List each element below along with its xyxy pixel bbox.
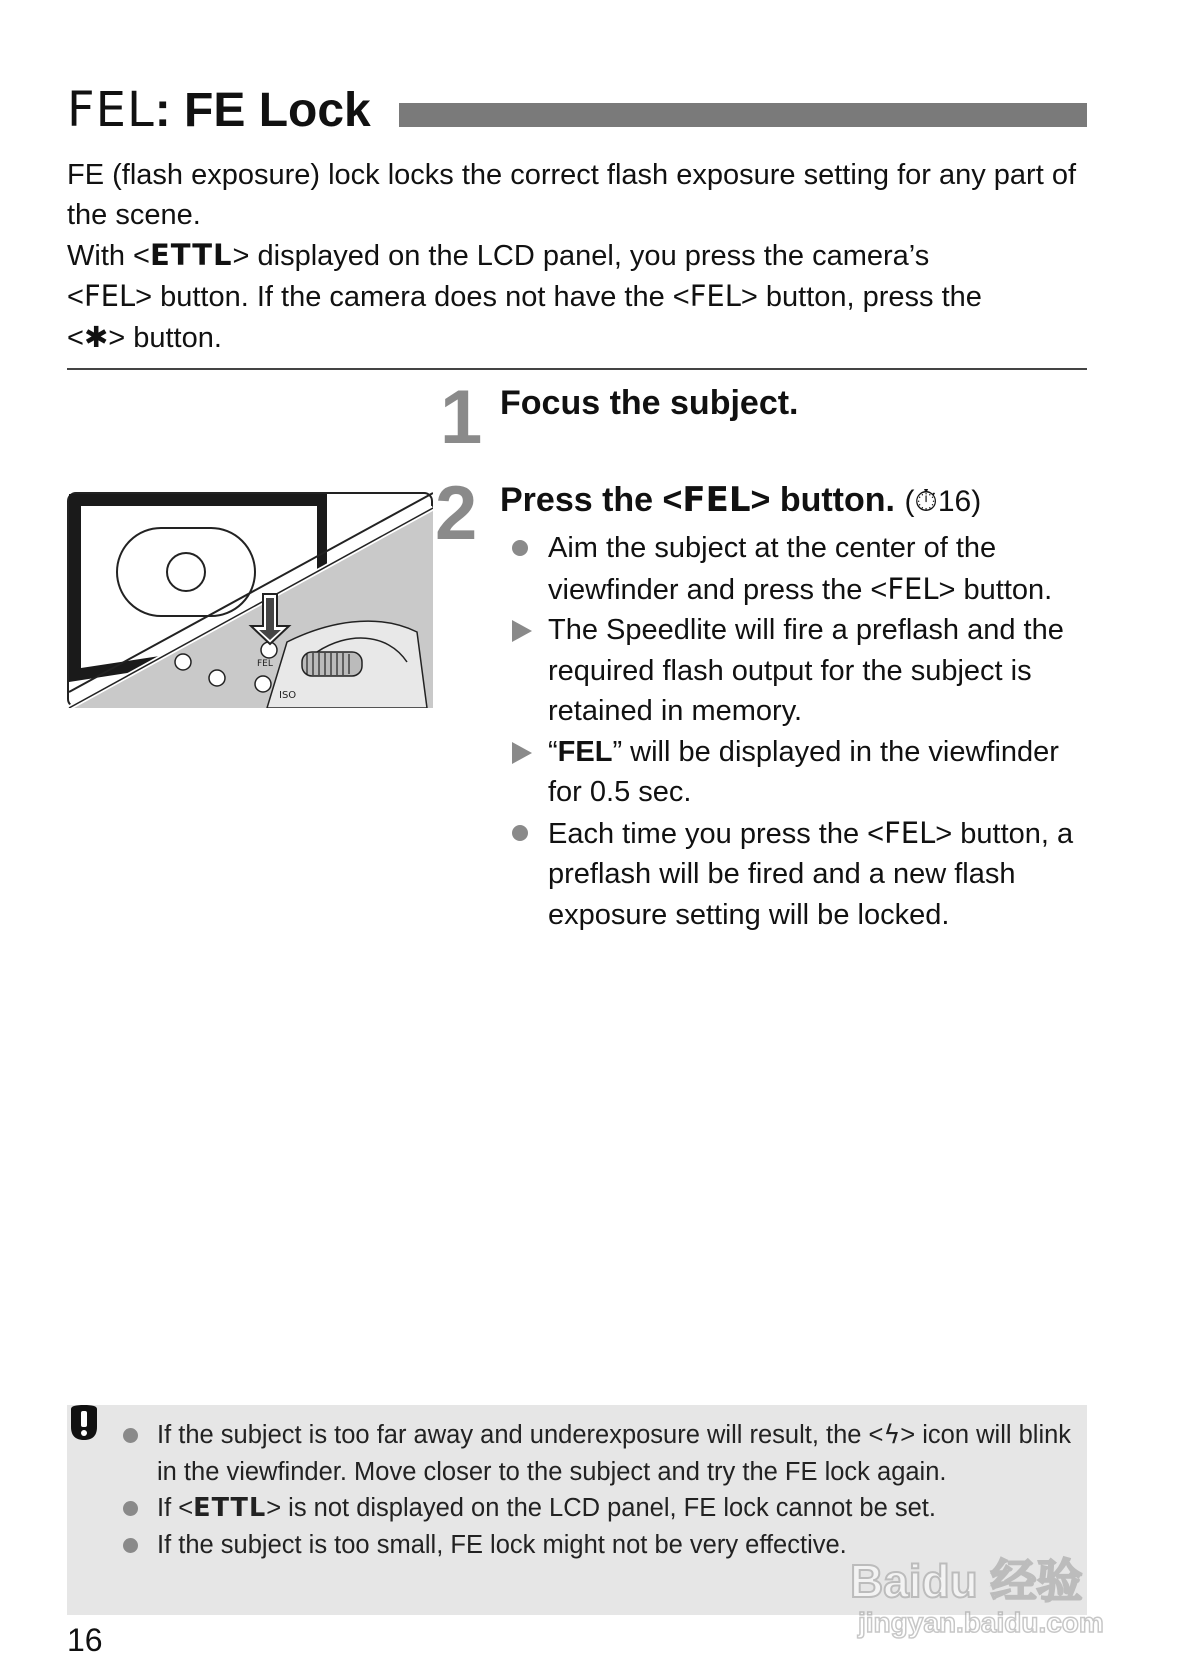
watermark xyxy=(850,1545,1130,1655)
result-triangle-icon xyxy=(512,742,532,764)
camera-illustration xyxy=(67,492,433,708)
fel-symbol: FEL xyxy=(689,279,741,313)
fel-symbol: FEL xyxy=(67,82,155,138)
fel-symbol: FEL xyxy=(83,279,136,313)
flash-icon: ϟ xyxy=(883,1420,901,1450)
list-item: “FEL” will be displayed in the viewfinder for 0.5 sec. xyxy=(508,732,1088,813)
caution-icon xyxy=(67,1405,101,1441)
list-item: Each time you press the <FEL> button, a preflash will be fired and a new flash exposure setting will be locked. xyxy=(508,813,1088,936)
watermark-url: jingyan.baidu.com xyxy=(858,1607,1104,1638)
intro-line-3: <FEL> button. If the camera does not have the <FEL> button, press the xyxy=(67,279,982,313)
bullet-dot xyxy=(123,1538,138,1553)
page-title xyxy=(67,80,371,141)
bullet-dot xyxy=(512,540,528,556)
page-number: 16 xyxy=(67,1622,103,1658)
title-text: FE Lock xyxy=(184,84,371,137)
fel-symbol: FEL xyxy=(884,815,936,850)
list-item: Aim the subject at the center of the viewfinder and press the <FEL> button. xyxy=(508,528,1088,610)
divider xyxy=(67,368,1087,370)
list-item: If the subject is too small, FE lock might not be very effective. xyxy=(123,1527,1073,1564)
bullet-dot xyxy=(123,1501,138,1516)
ettl-symbol: ETTL xyxy=(193,1493,267,1523)
step-heading-1: Focus the subject. xyxy=(500,384,799,422)
title-separator: : xyxy=(154,84,171,137)
step-2-instructions xyxy=(508,528,1088,935)
ettl-symbol: ETTL xyxy=(150,238,233,272)
intro-line-4: <✱> button. xyxy=(67,320,222,354)
title-bar xyxy=(399,103,1087,127)
fel-label: FEL xyxy=(257,659,273,669)
result-triangle-icon xyxy=(512,620,532,642)
fel-symbol: FEL xyxy=(682,480,751,520)
step-heading-2: Press the <FEL> button. (⏱16) xyxy=(500,480,982,520)
bullet-dot xyxy=(512,825,528,841)
intro-line-2: With <ETTL> displayed on the LCD panel, you press the camera’s xyxy=(67,238,930,272)
asterisk-icon: ✱ xyxy=(83,320,109,354)
list-item: If the subject is too far away and underexposure will result, the <ϟ> icon will blink in the viewfinder. Move closer to the subject and try the FE lock again. xyxy=(123,1417,1073,1490)
step-number-2: 2 xyxy=(435,471,478,556)
page-reference: (⏱16) xyxy=(904,485,982,518)
section-header xyxy=(67,80,1087,140)
list-item: The Speedlite will fire a preflash and the required flash output for the subject is retained in memory. xyxy=(508,610,1088,732)
intro-line-1: FE (flash exposure) lock locks the correct flash exposure setting for any part of the scene. xyxy=(67,159,1077,231)
iso-label: ISO xyxy=(279,690,297,701)
list-item: If <ETTL> is not displayed on the LCD panel, FE lock cannot be set. xyxy=(123,1490,1073,1527)
intro-text xyxy=(67,155,1087,358)
step-number-1: 1 xyxy=(440,375,483,460)
caution-list xyxy=(123,1417,1073,1563)
fel-symbol: FEL xyxy=(887,571,939,606)
watermark-logo: Baidu 经验 xyxy=(850,1555,1083,1607)
bullet-dot xyxy=(123,1428,138,1443)
